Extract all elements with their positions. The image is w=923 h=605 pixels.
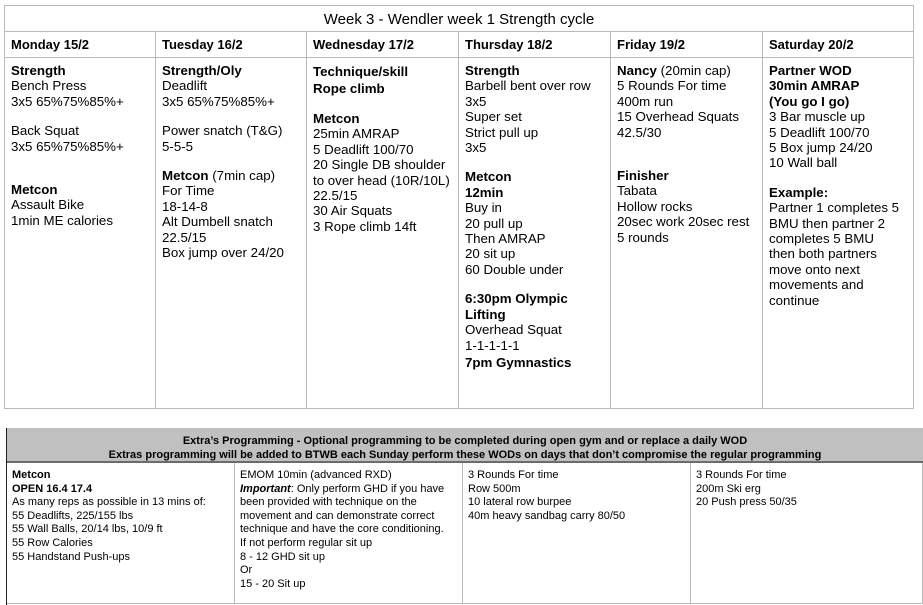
workout-line: 3x5 65%75%85%+	[162, 93, 275, 109]
day-cell-friday	[611, 58, 763, 409]
workout-line: 1min ME calories	[11, 212, 113, 228]
workout-line: 22.5/15	[162, 229, 207, 245]
workout-line: 20sec work 20sec rest	[617, 214, 750, 230]
block-subtitle: 30min AMRAP	[769, 78, 860, 94]
workout-line: Hollow rocks	[617, 198, 693, 214]
spacer	[313, 97, 454, 111]
workout-line: Deadlift	[162, 78, 208, 94]
workout-line: 55 Handstand Push-ups	[12, 550, 131, 563]
workout-line: movement and can demonstrate correct	[240, 509, 435, 522]
important-label: Important	[240, 482, 291, 495]
workout-line: 5 Rounds For time	[617, 78, 727, 94]
workout-line: Overhead Squat	[465, 322, 562, 338]
block-title: Finisher	[617, 168, 669, 184]
day-header-row	[5, 32, 913, 58]
workout-line: 30 Air Squats	[313, 203, 393, 219]
extras-cell-2	[235, 463, 463, 603]
workout-line: Box jump over 24/20	[162, 245, 284, 261]
workout-line: 5-5-5	[162, 138, 194, 154]
block-title: Metcon	[465, 169, 512, 185]
workout-line: technique and have the core conditioning.	[240, 523, 444, 536]
workout-line: 3x5 65%75%85%+	[11, 138, 124, 154]
workout-line: 3 Rounds For time	[696, 469, 787, 481]
block-subtitle: 12min	[465, 184, 504, 200]
workout-line: 5 Box jump 24/20	[769, 140, 873, 156]
workout-line: Super set	[465, 109, 522, 125]
workout-line: 15 Overhead Squats	[617, 109, 739, 125]
important-note	[240, 483, 458, 497]
workout-line: EMOM 10min (advanced RXD)	[240, 469, 392, 481]
weekly-schedule-table	[4, 5, 914, 409]
workout-line: 42.5/30	[617, 124, 662, 140]
workout-line: 3x5	[465, 140, 487, 156]
block-title-note: (7min cap)	[208, 168, 276, 184]
workout-line: move onto next	[769, 261, 860, 277]
workout-line: 10 lateral row burpee	[468, 496, 572, 509]
workout-line: 5 Deadlift 100/70	[769, 124, 870, 140]
spacer	[11, 109, 151, 123]
extras-row	[7, 463, 923, 604]
block-subtitle: OPEN 16.4 17.4	[12, 482, 93, 495]
workout-line: 25min AMRAP	[313, 126, 400, 142]
workout-line: 3x5	[465, 93, 487, 109]
spacer	[465, 155, 606, 169]
workout-line: 18-14-8	[162, 198, 208, 214]
workout-line: Partner 1 completes 5	[769, 200, 900, 216]
workout-line: continue	[769, 292, 820, 308]
workout-line: 400m run	[617, 93, 674, 109]
day-cell-tuesday	[156, 58, 307, 409]
block-title: Metcon	[162, 168, 209, 184]
block-title: Partner WOD	[769, 63, 852, 78]
workout-line: 40m heavy sandbag carry 80/50	[468, 509, 626, 522]
block-title: 6:30pm Olympic	[465, 291, 568, 307]
block-title: Metcon	[11, 182, 58, 198]
day-header-friday: Friday 19/2	[611, 32, 763, 57]
block-title: Strength	[465, 63, 520, 78]
spacer	[769, 171, 909, 185]
workout-line: 60 Double under	[465, 261, 564, 277]
workout-line: 1-1-1-1-1	[465, 337, 520, 353]
spacer	[617, 140, 758, 154]
week-title: Week 3 - Wendler week 1 Strength cycle	[5, 6, 913, 32]
workout-line: Barbell bent over row	[465, 78, 591, 94]
workout-line: 3x5 65%75%85%+	[11, 93, 124, 109]
block-subtitle: Rope climb	[313, 81, 385, 96]
workout-line: Back Squat	[11, 123, 80, 139]
workout-line: been provided with technique on the	[240, 496, 417, 509]
workout-line: 55 Row Calories	[12, 536, 93, 549]
extras-cell-1	[7, 463, 235, 603]
extras-header	[7, 428, 923, 463]
day-cell-thursday	[459, 58, 611, 409]
workout-line: 55 Wall Balls, 20/14 lbs, 10/9 ft	[12, 523, 163, 536]
workout-line: Buy in	[465, 200, 502, 216]
block-title: Technique/skill	[313, 64, 409, 79]
workout-line: Bench Press	[11, 78, 87, 94]
extras-cell-4	[691, 463, 923, 603]
day-header-saturday: Saturday 20/2	[769, 37, 854, 52]
workout-line: 5 rounds	[617, 229, 669, 245]
day-cell-monday	[5, 58, 156, 409]
workout-line: then both partners	[769, 246, 877, 262]
workout-line: If not perform regular sit up	[240, 536, 373, 549]
workout-line: 22.5/15	[313, 188, 358, 204]
workout-line: 8 - 12 GHD sit up	[240, 550, 325, 563]
spacer	[162, 109, 302, 123]
day-header-monday: Monday 15/2	[5, 32, 156, 57]
workout-line: Power snatch (T&G)	[162, 123, 283, 139]
workout-line: BMU then partner 2	[769, 215, 886, 231]
block-title: Strength	[11, 63, 66, 78]
workout-line: Tabata	[617, 183, 657, 199]
extras-header-line-1: Extra’s Programming - Optional programming to be completed during open gym and or replace a daily WOD	[182, 435, 748, 447]
day-header-wednesday: Wednesday 17/2	[307, 32, 459, 57]
day-header-thursday: Thursday 18/2	[459, 32, 611, 57]
workout-line: 15 - 20 Sit up	[240, 577, 306, 590]
block-subtitle: (You go I go)	[769, 93, 850, 109]
workout-line: movements and	[769, 277, 864, 293]
workout-line: As many reps as possible in 13 mins of:	[12, 496, 206, 509]
workout-line: completes 5 BMU	[769, 231, 874, 247]
workout-line: 20 sit up	[465, 246, 516, 262]
workout-line: Then AMRAP	[465, 231, 546, 247]
day-body-row	[5, 58, 913, 409]
important-text: : Only perform GHD if you have	[290, 482, 445, 495]
workout-line: Row 500m	[468, 482, 521, 495]
day-cell-wednesday	[307, 58, 459, 409]
workout-line: 20 Single DB shoulder	[313, 157, 446, 173]
block-title: 7pm Gymnastics	[465, 354, 572, 370]
spacer	[162, 154, 302, 168]
workout-line: 200m Ski erg	[696, 482, 761, 495]
block-title: Strength/Oly	[162, 63, 242, 78]
workout-line: Alt Dumbell snatch	[162, 214, 273, 230]
block-title-row	[162, 168, 302, 183]
spacer	[617, 154, 758, 168]
extras-cell-3	[463, 463, 691, 603]
block-title-row	[617, 63, 758, 78]
workout-line: to over head (10R/10L)	[313, 172, 450, 188]
extras-header-line-2: Extras programming will be added to BTWB each Sunday perform these WODs on days that don’t compromise the regular programming	[108, 449, 822, 461]
workout-line: 3 Rounds For time	[468, 469, 559, 481]
block-title: Metcon	[12, 469, 51, 481]
workout-line: 10 Wall ball	[769, 155, 838, 171]
workout-line: Assault Bike	[11, 197, 85, 213]
workout-line: For Time	[162, 183, 215, 199]
extras-programming-table	[6, 428, 923, 605]
workout-line: 55 Deadlifts, 225/155 lbs	[12, 509, 134, 522]
workout-line: 3 Rope climb 14ft	[313, 218, 417, 234]
block-title: Example:	[769, 184, 829, 200]
workout-line: 5 Deadlift 100/70	[313, 141, 414, 157]
workout-line: 20 Push press 50/35	[696, 496, 797, 509]
workout-line: Or	[240, 564, 253, 577]
block-title: Metcon	[313, 111, 360, 126]
workout-line: Strict pull up	[465, 124, 539, 140]
block-subtitle: Lifting	[465, 306, 506, 322]
day-header-tuesday: Tuesday 16/2	[156, 32, 307, 57]
spacer	[11, 154, 151, 168]
workout-line: 3 Bar muscle up	[769, 109, 866, 125]
block-title: Nancy	[617, 63, 657, 78]
workout-line: 20 pull up	[465, 215, 523, 231]
spacer	[465, 277, 606, 291]
day-cell-saturday	[763, 58, 913, 409]
block-title-note: (20min cap)	[656, 63, 731, 78]
spacer	[11, 168, 151, 182]
